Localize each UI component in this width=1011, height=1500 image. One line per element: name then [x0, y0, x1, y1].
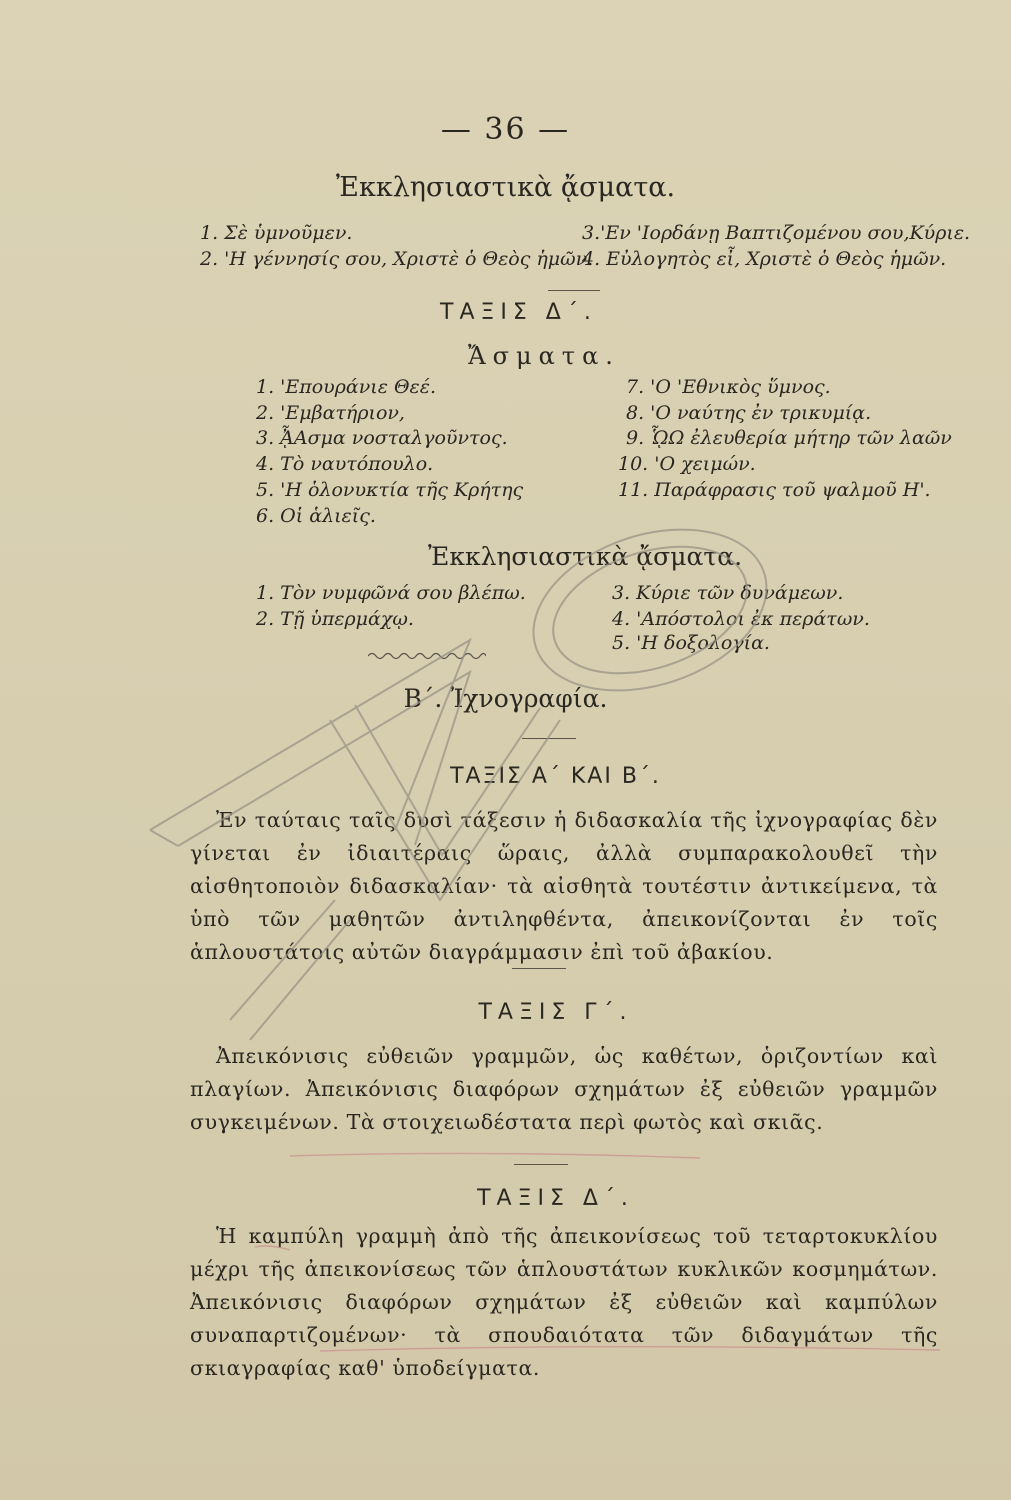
list-item: 1. Τὸν νυμφῶνά σου βλέπω. [256, 582, 526, 604]
list-item: 3. ᾎΑσμα νοσταλγοῦντος. [256, 427, 508, 449]
songs-subtitle: Ἄσματα. [468, 342, 620, 370]
list-item: 6. Οἱ ἁλιεῖς. [256, 505, 376, 527]
list-item: 4. Εὐλογητὸς εἶ, Χριστὲ ὁ Θεὸς ἡμῶν. [582, 248, 947, 270]
divider [512, 968, 566, 969]
list-item: 3. Κύριε τῶν δυνάμεων. [612, 582, 844, 604]
list-item: 1. Σὲ ὑμνοῦμεν. [200, 222, 353, 244]
list-item: 2. 'Η γέννησίς σου, Χριστὲ ὁ Θεὸς ἡμῶν. [200, 248, 594, 270]
class-d2-title: ΤΑΞΙΣ Δ΄. [477, 1186, 634, 1211]
class-d-title: ΤΑΞΙΣ Δ΄. [440, 300, 597, 325]
class-c-title: ΤΑΞΙΣ Γ΄. [478, 1000, 633, 1025]
list-item: 9. ᾯΩ ἐλευθερία μήτηρ τῶν λαῶν [626, 427, 952, 449]
class-ab-title: ΤΑΞΙΣ Α΄ ΚΑΙ Β΄. [450, 764, 661, 789]
list-item: 7. 'Ο 'Εθνικὸς ὕμνος. [626, 376, 831, 398]
divider [522, 738, 576, 739]
wavy-divider [368, 650, 486, 662]
divider [548, 290, 600, 291]
list-item: 5. 'Η ὁλονυκτία τῆς Κρήτης [256, 479, 524, 501]
list-item: 3.'Εν 'Ιορδάνῃ Βαπτιζομένου σου,Κύριε. [582, 222, 971, 244]
list-item: 11. Παράφρασις τοῦ ψαλμοῦ Η'. [618, 479, 931, 501]
divider [514, 1164, 568, 1165]
list-item: 2. 'Εμβατήριον, [256, 402, 405, 424]
page-number: — 36 — [440, 112, 571, 147]
list-item: 4. 'Απόστολοι ἐκ περάτων. [612, 608, 870, 630]
list-item: 2. Τῇ ὑπερμάχῳ. [256, 608, 414, 630]
list-item: 1. 'Επουράνιε Θεέ. [256, 376, 436, 398]
church-songs-heading-2: Ἐκκλησιαστικὰ ᾄσματα. [428, 542, 743, 571]
list-item: 5. 'Η δοξολογία. [612, 632, 770, 654]
drawing-section-title: Β΄. Ἰχνογραφία. [403, 684, 608, 713]
class-c-paragraph: Ἀπεικόνισις εὐθειῶν γραμμῶν, ὡς καθέτων, ὁριζοντίων καὶ πλαγίων. Ἀπεικόνισις διαφόρων σχημάτων ἐξ εὐθειῶν γραμμῶν συγκειμένων. Τὰ στοιχειωδέστατα περὶ φωτὸς καὶ σκιᾶς. [190, 1044, 938, 1134]
list-item: 10. 'Ο χειμών. [618, 453, 756, 475]
church-songs-heading: Ἐκκλησιαστικὰ ᾄσματα. [335, 172, 676, 203]
list-item: 4. Τὸ ναυτόπουλο. [256, 453, 434, 475]
class-d2-paragraph: Ἡ καμπύλη γραμμὴ ἀπὸ τῆς ἀπεικονίσεως τοῦ τεταρτοκυκλίου μέχρι τῆς ἀπεικονίσεως τῶν ἁπλουστάτων κυκλικῶν κοσμημάτων. Ἀπεικόνισις διαφόρων σχημάτων ἐξ εὐθειῶν καὶ καμπύλων συναπαρτιζομένων· τὰ σπουδαιότατα τῶν διδαγμάτων τῆς σκιαγραφίας καθ' ὑποδείγματα. [190, 1224, 938, 1380]
list-item: 8. 'Ο ναύτης ἐν τρικυμίᾳ. [626, 402, 872, 424]
class-ab-paragraph: Ἐν ταύταις ταῖς δυσὶ τάξεσιν ἡ διδασκαλία τῆς ἰχνογραφίας δὲν γίνεται ἐν ἰδιαιτέραις ὥραις, ἀλλὰ συμπαρακολουθεῖ τὴν αἰσθητοποιὸν διδασκαλίαν· τὰ αἰσθητὰ τουτέστιν ἀντικείμενα, τὰ ὑπὸ τῶν μαθητῶν ἀντιληφθέντα, ἀπεικονίζονται ἐν τοῖς ἁπλουστάτοις αὐτῶν διαγράμμασιν ἐπὶ τοῦ ἀβακίου. [190, 808, 938, 964]
